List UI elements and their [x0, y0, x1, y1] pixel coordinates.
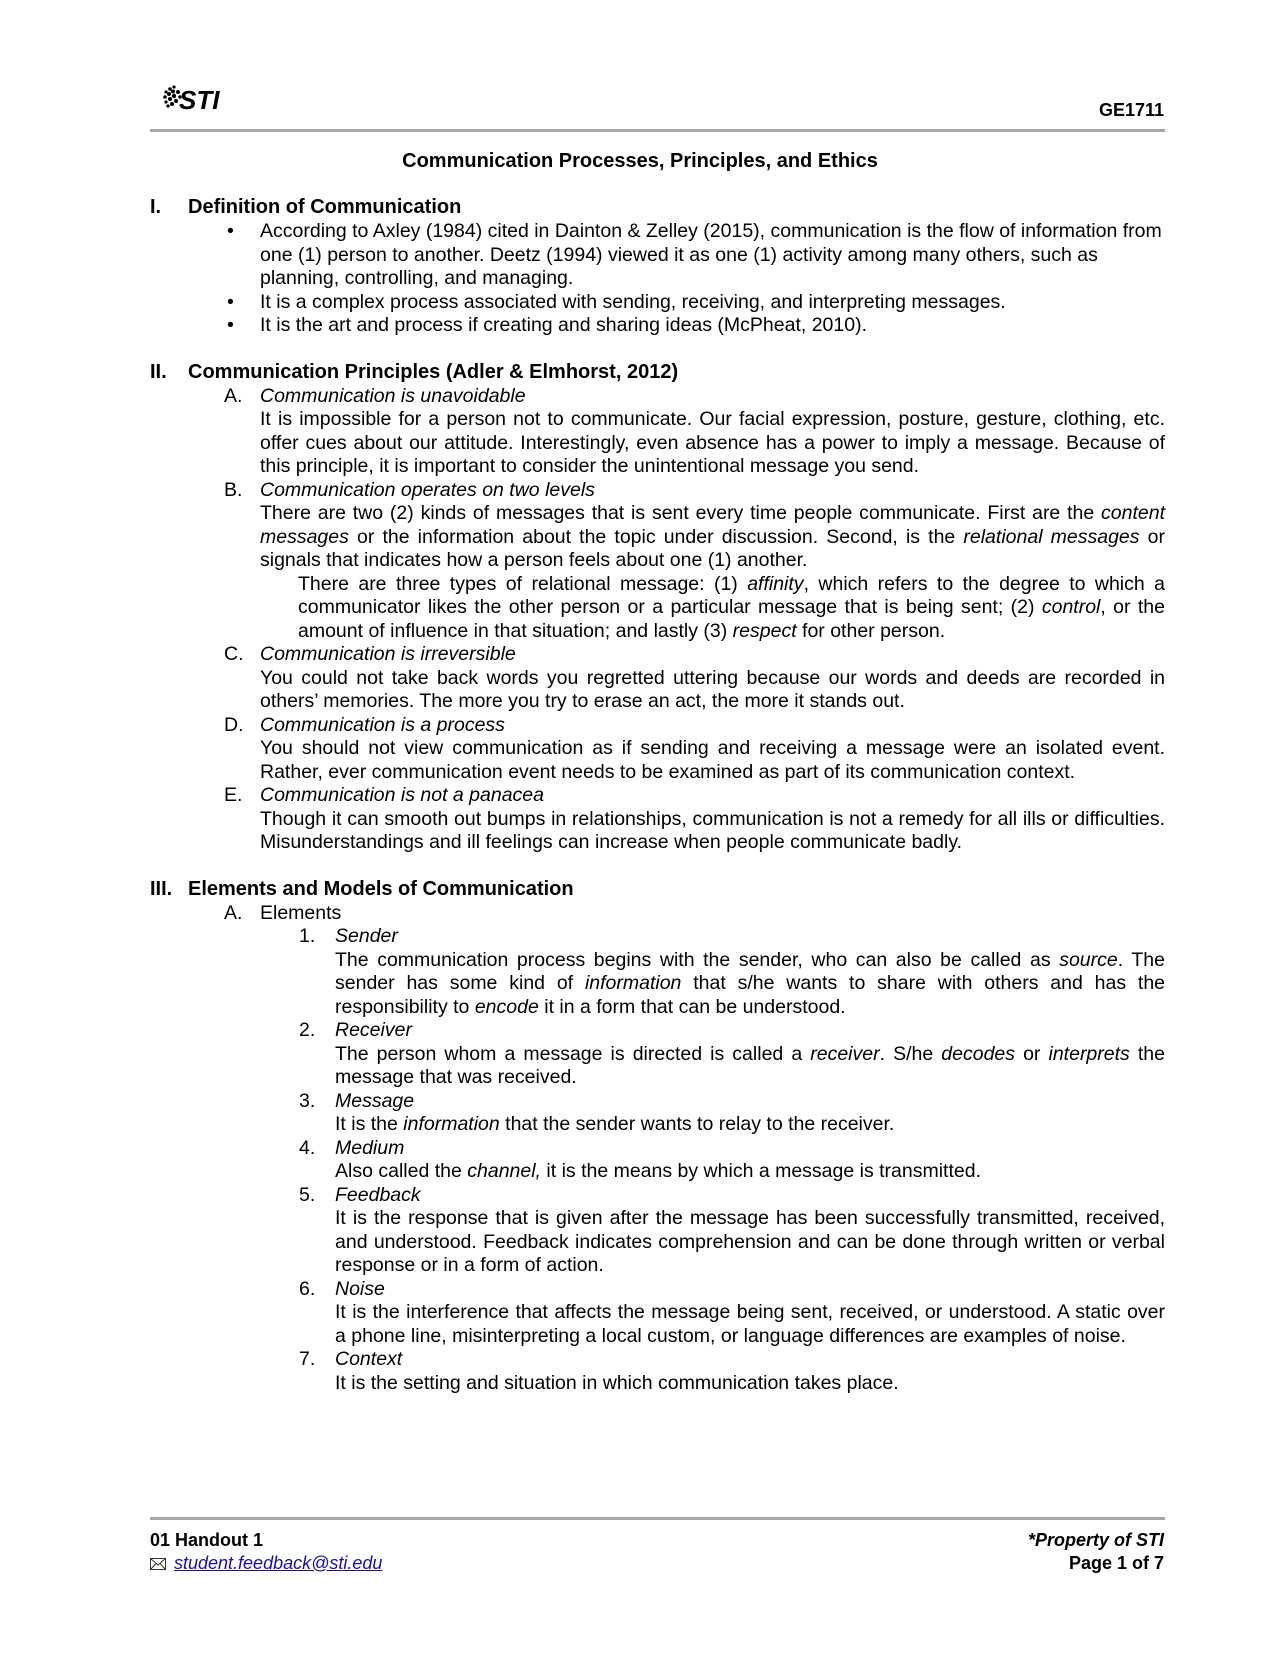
term-encode: encode — [474, 995, 539, 1018]
item-number: 3. — [299, 1089, 316, 1112]
text-run: It is the — [335, 1113, 404, 1135]
footer-left — [150, 1529, 382, 1575]
item-letter: A. — [224, 384, 243, 407]
element-heading: Feedback — [335, 1183, 421, 1206]
element-heading: Message — [335, 1089, 415, 1112]
element-heading: Receiver — [335, 1019, 412, 1041]
section-elements-models — [150, 877, 1165, 1396]
bullet-icon: • — [227, 290, 234, 313]
item-number: 7. — [299, 1348, 316, 1370]
element-item-message — [299, 1089, 1165, 1137]
section-heading — [150, 195, 1165, 220]
text-run: . S/he — [879, 1042, 942, 1065]
text-run: it is the means by which a message is transmitted. — [540, 1160, 982, 1182]
principle-body: You could not take back words you regretted uttering because our words and deeds are recorded in others’ memories. The more you try to erase an act, the more it stands out. — [260, 666, 1165, 712]
text-run: The communication process begins with the sender, who can also be called as — [335, 948, 1060, 971]
element-item-medium — [299, 1136, 1165, 1184]
text-run: or the information about the topic under discussion. Second, is the — [348, 525, 964, 548]
elements-subsection — [150, 902, 1165, 1396]
text-run: or signals that indicates how a person feels about one (1) another. — [260, 525, 1165, 571]
principle-item — [224, 713, 1165, 785]
item-number: 5. — [299, 1183, 316, 1206]
principle-body — [260, 502, 1165, 573]
element-item-noise — [299, 1277, 1165, 1349]
list-item-text: According to Axley (1984) cited in Dainton & Zelley (2015), communication is the flow of information from one (1) person to another. Deetz (1994) viewed it as one (1) activity among many others, such as planning, controlling, and managing. — [260, 220, 1162, 289]
section-title: Elements and Models of Communication — [188, 877, 574, 900]
element-heading: Medium — [335, 1136, 405, 1159]
term-affinity: affinity — [747, 572, 804, 595]
principle-item — [224, 384, 1165, 479]
bullet-icon: • — [227, 314, 234, 336]
principle-body: It is impossible for a person not to communicate. Our facial expression, posture, gesture, clothing, etc. offer cues about our attitude. Interestingly, even absence has a power to imply a message. Because of this principle, it is important to consider the unintentional message you send. — [260, 408, 1165, 477]
subsection-title: Elements — [260, 901, 342, 924]
relational-types-paragraph — [260, 573, 1165, 644]
footer-rule — [150, 1517, 1165, 1520]
item-letter: B. — [224, 478, 243, 501]
text-run: for other person. — [796, 619, 946, 642]
document-code: GE1711 — [1098, 100, 1164, 120]
list-item — [227, 220, 1165, 291]
text-run: or — [1015, 1042, 1049, 1065]
document-body — [150, 195, 1165, 1417]
text-run: it in a form that can be understood. — [538, 995, 846, 1018]
element-heading: Sender — [335, 925, 398, 947]
bullet-icon: • — [227, 220, 234, 242]
section-principles — [150, 360, 1165, 855]
principle-heading: Communication is irreversible — [260, 643, 516, 665]
list-item-text: It is a complex process associated with sending, receiving, and interpreting messages. — [260, 290, 1006, 313]
section-heading — [150, 360, 1165, 385]
section-title: Definition of Communication — [188, 196, 462, 218]
principle-heading: Communication operates on two levels — [260, 478, 595, 501]
principle-heading: Communication is not a panacea — [260, 784, 544, 806]
term-respect: respect — [732, 619, 797, 642]
text-run: that the sender wants to relay to the receiver. — [499, 1113, 895, 1135]
term-interprets: interprets — [1048, 1042, 1130, 1065]
principles-list — [150, 385, 1165, 855]
sti-logo — [162, 84, 234, 114]
element-heading: Noise — [335, 1277, 385, 1300]
text-run: , which refers to the degree to which a communicator likes the other person or a particular message that is being sent; (2) — [298, 572, 1165, 618]
page-number: Page 1 of 7 — [1068, 1553, 1164, 1573]
section-definition — [150, 195, 1165, 338]
item-letter: A. — [224, 901, 243, 924]
term-decodes: decodes — [941, 1042, 1016, 1065]
element-body: It is the response that is given after the message has been successfully transmitted, received, and understood. Feedback indicates comprehension and can be done through written or verbal response or in a form of action. — [335, 1207, 1165, 1276]
element-body — [335, 949, 1165, 1020]
element-heading: Context — [335, 1348, 403, 1370]
footer-email — [150, 1552, 382, 1575]
principle-item — [224, 784, 1165, 855]
text-run: the message that was received. — [335, 1042, 1165, 1088]
text-run: Also called the — [335, 1160, 468, 1182]
element-body: It is the interference that affects the message being sent, received, or understood. A static over a phone line, misinterpreting a local custom, or language differences are examples of noise. — [335, 1301, 1165, 1347]
section-number: II. — [150, 360, 167, 383]
list-item — [227, 290, 1165, 315]
item-letter: C. — [224, 643, 244, 665]
element-body — [335, 1043, 1165, 1090]
principle-body: Though it can smooth out bumps in relationships, communication is not a remedy for all ills or difficulties. Misunderstandings and ill feelings can increase when people communicate badly. — [260, 807, 1165, 853]
principle-heading: Communication is unavoidable — [260, 384, 526, 407]
principle-item — [224, 478, 1165, 644]
email-link[interactable]: student.feedback@sti.edu — [174, 1553, 383, 1573]
principle-body: You should not view communication as if sending and receiving a message were an isolated event. Rather, ever communication event needs to be examined as part of its communication context. — [260, 737, 1165, 783]
definition-list — [150, 220, 1165, 338]
element-body — [335, 1113, 1165, 1137]
element-item-receiver — [299, 1019, 1165, 1090]
logo-text: STI — [179, 85, 220, 114]
footer-right — [1028, 1529, 1164, 1575]
header-rule — [150, 129, 1165, 132]
handout-label: 01 Handout 1 — [150, 1530, 264, 1550]
element-item-context — [299, 1348, 1165, 1395]
element-item-sender — [299, 925, 1166, 1019]
property-notice: *Property of STI — [1027, 1530, 1164, 1550]
list-item — [227, 314, 1165, 338]
envelope-icon — [150, 1558, 166, 1570]
text-run: , or the amount of influence in that situation; and lastly (3) — [298, 596, 1165, 642]
term-source: source — [1059, 948, 1118, 971]
section-number: III. — [150, 877, 173, 900]
list-item-text: It is the art and process if creating and sharing ideas (McPheat, 2010). — [260, 314, 867, 336]
principle-item — [224, 643, 1165, 714]
page-title: Communication Processes, Principles, and Ethics — [402, 150, 878, 172]
item-number: 1. — [299, 925, 316, 947]
element-body — [335, 1160, 1165, 1184]
text-run: . The sender has some kind of — [335, 948, 1165, 994]
elements-list — [260, 925, 1165, 1395]
text-run: There are two (2) kinds of messages that is sent every time people communicate. First are the — [260, 502, 1102, 524]
term-information: information — [584, 972, 682, 994]
term-receiver: receiver — [810, 1042, 880, 1065]
item-number: 2. — [299, 1019, 316, 1041]
term-content-messages: content messages — [260, 502, 1165, 548]
term-channel: channel, — [467, 1160, 541, 1182]
term-relational-messages: relational messages — [963, 525, 1140, 548]
text-run: There are three types of relational message: (1) — [298, 572, 748, 595]
element-body: It is the setting and situation in which communication takes place. — [335, 1371, 899, 1394]
element-item-feedback — [299, 1183, 1165, 1278]
item-letter: E. — [224, 784, 243, 806]
principle-heading: Communication is a process — [260, 713, 505, 736]
section-title: Communication Principles (Adler & Elmhorst, 2012) — [188, 360, 679, 383]
item-number: 4. — [299, 1136, 316, 1159]
term-control: control — [1041, 596, 1101, 618]
text-run: that s/he wants to share with others and has the responsibility to — [335, 972, 1166, 1018]
text-run: The person whom a message is directed is called a — [335, 1042, 811, 1065]
item-number: 6. — [299, 1277, 316, 1300]
section-number: I. — [150, 196, 162, 218]
term-information: information — [403, 1113, 500, 1135]
subsection-heading — [224, 901, 1165, 926]
section-heading — [150, 877, 1165, 902]
item-letter: D. — [224, 713, 244, 736]
